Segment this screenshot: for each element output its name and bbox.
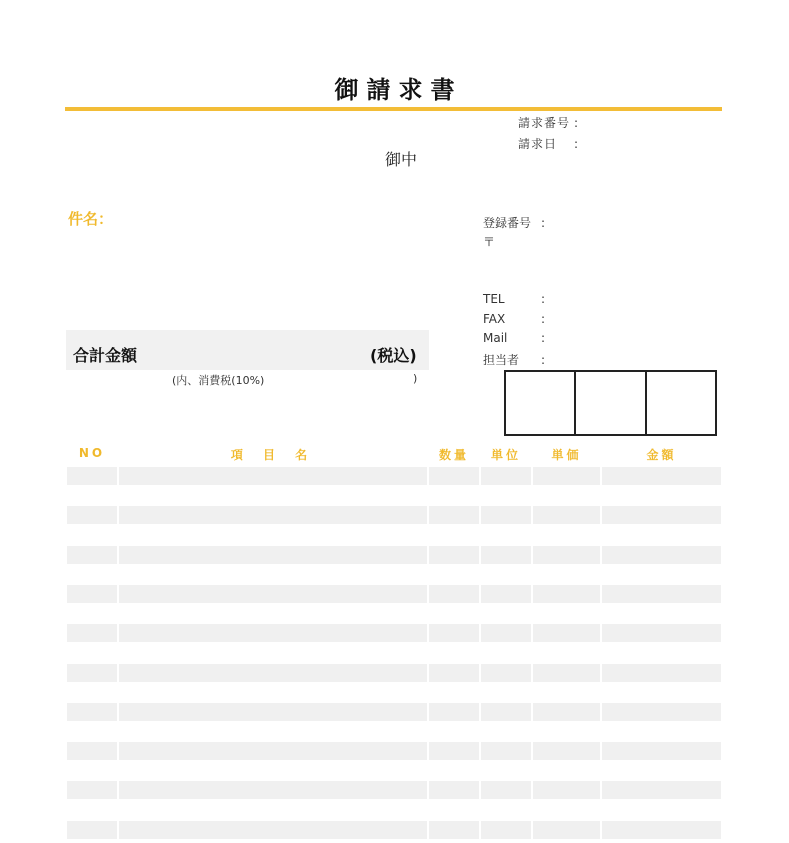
stamp-cell[interactable] <box>576 372 646 434</box>
header-quantity: 数量 <box>438 448 469 462</box>
table-row <box>0 703 789 721</box>
invoice-date-label: 請求日 <box>518 137 558 151</box>
header-unit: 単位 <box>490 448 521 462</box>
cell-amount[interactable] <box>602 742 721 760</box>
cell-amount[interactable] <box>602 703 721 721</box>
invoice-date-sep: : <box>574 137 579 151</box>
cell-no[interactable] <box>67 506 117 524</box>
cell-quantity[interactable] <box>429 585 479 603</box>
cell-quantity[interactable] <box>429 821 479 839</box>
table-row <box>0 781 789 799</box>
cell-unit[interactable] <box>481 821 531 839</box>
cell-no[interactable] <box>67 821 117 839</box>
cell-unit[interactable] <box>481 467 531 485</box>
cell-item-name[interactable] <box>119 624 427 642</box>
cell-no[interactable] <box>67 585 117 603</box>
cell-quantity[interactable] <box>429 467 479 485</box>
cell-unit[interactable] <box>481 703 531 721</box>
cell-unit-price[interactable] <box>533 467 600 485</box>
invoice-date-row <box>518 135 578 152</box>
tel-label: TEL <box>483 292 505 306</box>
invoice-number-label: 請求番号 <box>518 116 571 130</box>
contact-row <box>483 351 545 368</box>
cell-quantity[interactable] <box>429 781 479 799</box>
mail-label: Mail <box>483 331 508 345</box>
table-row <box>0 821 789 839</box>
total-amount-label: 合計金額 <box>73 346 138 365</box>
cell-unit[interactable] <box>481 585 531 603</box>
tel-row <box>483 292 545 306</box>
page-title: 御請求書 <box>334 76 463 104</box>
cell-amount[interactable] <box>602 585 721 603</box>
table-row <box>0 624 789 642</box>
cell-amount[interactable] <box>602 781 721 799</box>
contact-label: 担当者 <box>483 353 520 367</box>
cell-unit[interactable] <box>481 664 531 682</box>
subject-label: 件名： <box>68 210 114 228</box>
cell-no[interactable] <box>67 742 117 760</box>
cell-unit[interactable] <box>481 506 531 524</box>
cell-unit-price[interactable] <box>533 742 600 760</box>
cell-amount[interactable] <box>602 664 721 682</box>
cell-quantity[interactable] <box>429 664 479 682</box>
title-underline <box>65 107 722 111</box>
cell-item-name[interactable] <box>119 664 427 682</box>
tel-sep: : <box>541 292 546 306</box>
cell-unit[interactable] <box>481 546 531 564</box>
table-row <box>0 742 789 760</box>
cell-quantity[interactable] <box>429 742 479 760</box>
stamp-boxes <box>504 370 717 436</box>
cell-item-name[interactable] <box>119 506 427 524</box>
header-amount: 金額 <box>646 448 677 462</box>
tax-note-close: ) <box>413 372 418 385</box>
cell-no[interactable] <box>67 781 117 799</box>
header-item-name: 項 目 名 <box>230 448 316 462</box>
cell-item-name[interactable] <box>119 585 427 603</box>
contact-sep: : <box>541 353 546 367</box>
tax-note: (内、消費税(10%) <box>172 374 265 387</box>
cell-amount[interactable] <box>602 546 721 564</box>
cell-unit-price[interactable] <box>533 585 600 603</box>
cell-no[interactable] <box>67 467 117 485</box>
registration-row <box>483 214 545 231</box>
registration-label: 登録番号 <box>483 216 532 230</box>
fax-sep: : <box>541 312 546 326</box>
cell-quantity[interactable] <box>429 624 479 642</box>
cell-no[interactable] <box>67 546 117 564</box>
cell-amount[interactable] <box>602 821 721 839</box>
cell-no[interactable] <box>67 703 117 721</box>
cell-unit-price[interactable] <box>533 664 600 682</box>
cell-unit-price[interactable] <box>533 624 600 642</box>
cell-unit[interactable] <box>481 624 531 642</box>
fax-label: FAX <box>483 312 506 326</box>
cell-item-name[interactable] <box>119 467 427 485</box>
invoice-number-row <box>518 114 578 131</box>
header-no: NO <box>78 446 106 460</box>
mail-sep: : <box>541 331 546 345</box>
cell-item-name[interactable] <box>119 546 427 564</box>
table-row <box>0 585 789 603</box>
cell-item-name[interactable] <box>119 742 427 760</box>
table-row <box>0 664 789 682</box>
cell-unit-price[interactable] <box>533 781 600 799</box>
fax-row <box>483 312 545 326</box>
recipient-honorific: 御中 <box>385 150 418 169</box>
postal-mark: 〒 <box>483 235 496 249</box>
header-unit-price: 単価 <box>551 448 582 462</box>
table-row <box>0 506 789 524</box>
cell-unit-price[interactable] <box>533 546 600 564</box>
cell-unit-price[interactable] <box>533 821 600 839</box>
cell-quantity[interactable] <box>429 506 479 524</box>
cell-unit[interactable] <box>481 781 531 799</box>
cell-no[interactable] <box>67 624 117 642</box>
cell-no[interactable] <box>67 664 117 682</box>
cell-item-name[interactable] <box>119 703 427 721</box>
cell-amount[interactable] <box>602 467 721 485</box>
cell-unit[interactable] <box>481 742 531 760</box>
cell-quantity[interactable] <box>429 546 479 564</box>
stamp-cell[interactable] <box>647 372 715 434</box>
cell-item-name[interactable] <box>119 821 427 839</box>
registration-sep: : <box>541 216 546 230</box>
tax-included-label: (税込) <box>370 346 417 365</box>
stamp-cell[interactable] <box>506 372 576 434</box>
cell-amount[interactable] <box>602 624 721 642</box>
cell-unit-price[interactable] <box>533 506 600 524</box>
cell-quantity[interactable] <box>429 703 479 721</box>
invoice-number-sep: : <box>574 116 579 130</box>
table-row <box>0 546 789 564</box>
cell-amount[interactable] <box>602 506 721 524</box>
table-row <box>0 467 789 485</box>
cell-unit-price[interactable] <box>533 703 600 721</box>
mail-row <box>483 331 545 345</box>
cell-item-name[interactable] <box>119 781 427 799</box>
